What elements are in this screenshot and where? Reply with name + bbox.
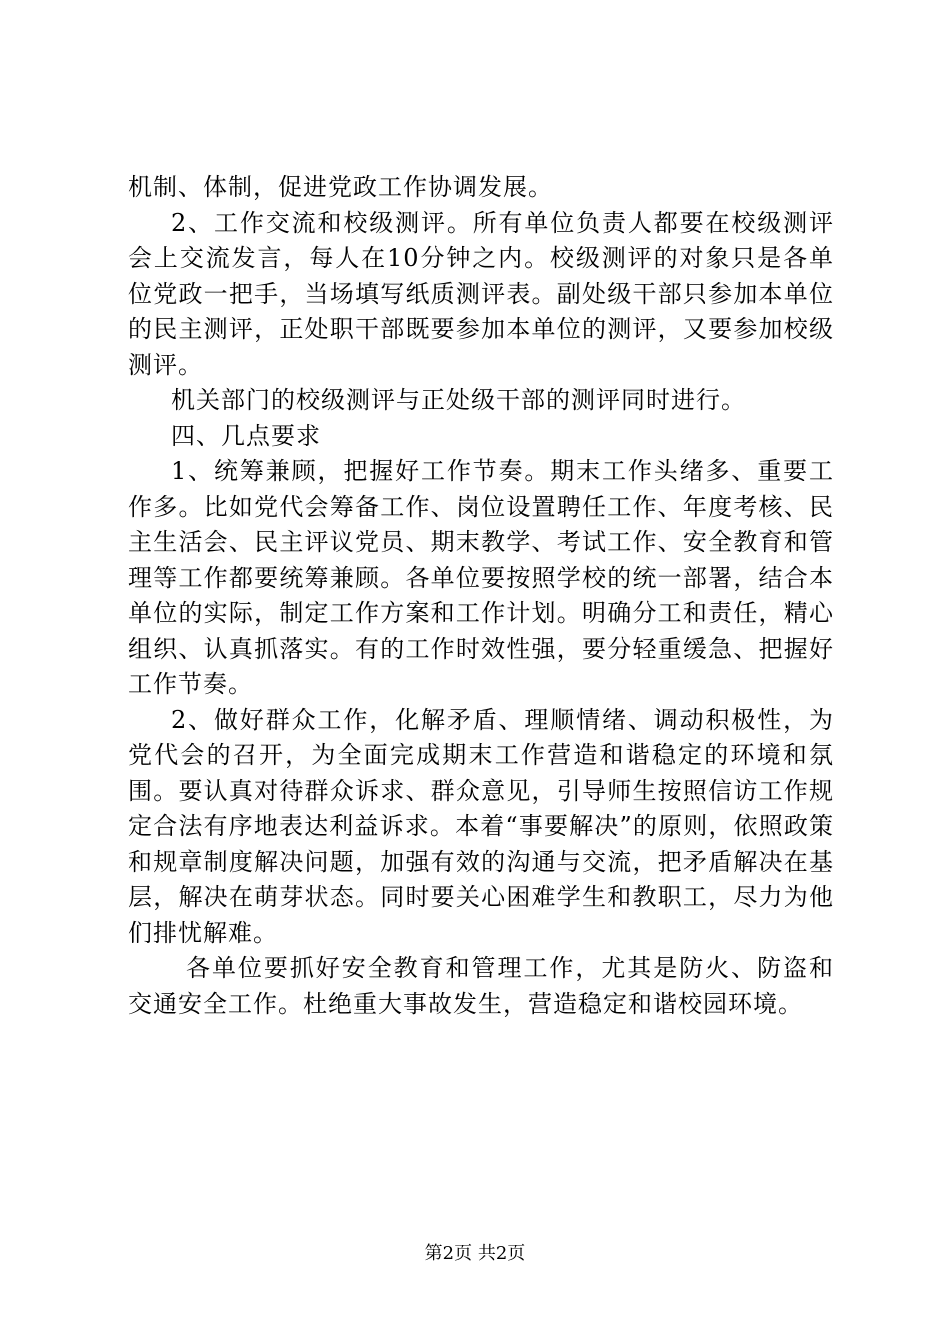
paragraph-item-2-mass-work: 2、做好群众工作，化解矛盾、理顺情绪、调动积极性，为党代会的召开，为全面完成期末工作营造和谐稳定的环境和氛围。要认真对待群众诉求、群众意见，引导师生按照信访工作规定合法有序地表达利益诉求。本着“事要解决”的原则，依照政策和规章制度解决问题，加强有效的沟通与交流，把矛盾解决在基层，解决在萌芽状态。同时要关心困难学生和教职工，尽力为他们排忧解难。 [128,705,834,947]
paragraph-safety: 各单位要抓好安全教育和管理工作，尤其是防火、防盗和交通安全工作。杜绝重大事故发生，营造稳定和谐校园环境。 [128,954,834,1018]
section-heading-requirements: 四、几点要求 [171,421,321,450]
paragraph-continuation: 机制、体制，促进党政工作协调发展。 [128,173,553,201]
paragraph-item-1-coordination: 1、统筹兼顾，把握好工作节奏。期末工作头绪多、重要工作多。比如党代会筹备工作、岗位设置聘任工作、年度考核、民主生活会、民主评议党员、期末教学、考试工作、安全教育和管理等工作都要统筹兼顾。各单位要按照学校的统一部署，结合本单位的实际，制定工作方案和工作计划。明确分工和责任，精心组织、认真抓落实。有的工作时效性强，要分轻重缓急、把握好工作节奏。 [128,457,834,698]
document-body [128,170,834,1022]
page-number-footer: 第2页 共2页 [424,1243,526,1264]
paragraph-item-2-evaluation: 2、工作交流和校级测评。所有单位负责人都要在校级测评会上交流发言，每人在10分钟之内。校级测评的对象只是各单位党政一把手，当场填写纸质测评表。副处级干部只参加本单位的民主测评，正处职干部既要参加本单位的测评，又要参加校级测评。 [128,208,834,379]
paragraph-department-evaluation: 机关部门的校级测评与正处级干部的测评同时进行。 [171,386,746,414]
